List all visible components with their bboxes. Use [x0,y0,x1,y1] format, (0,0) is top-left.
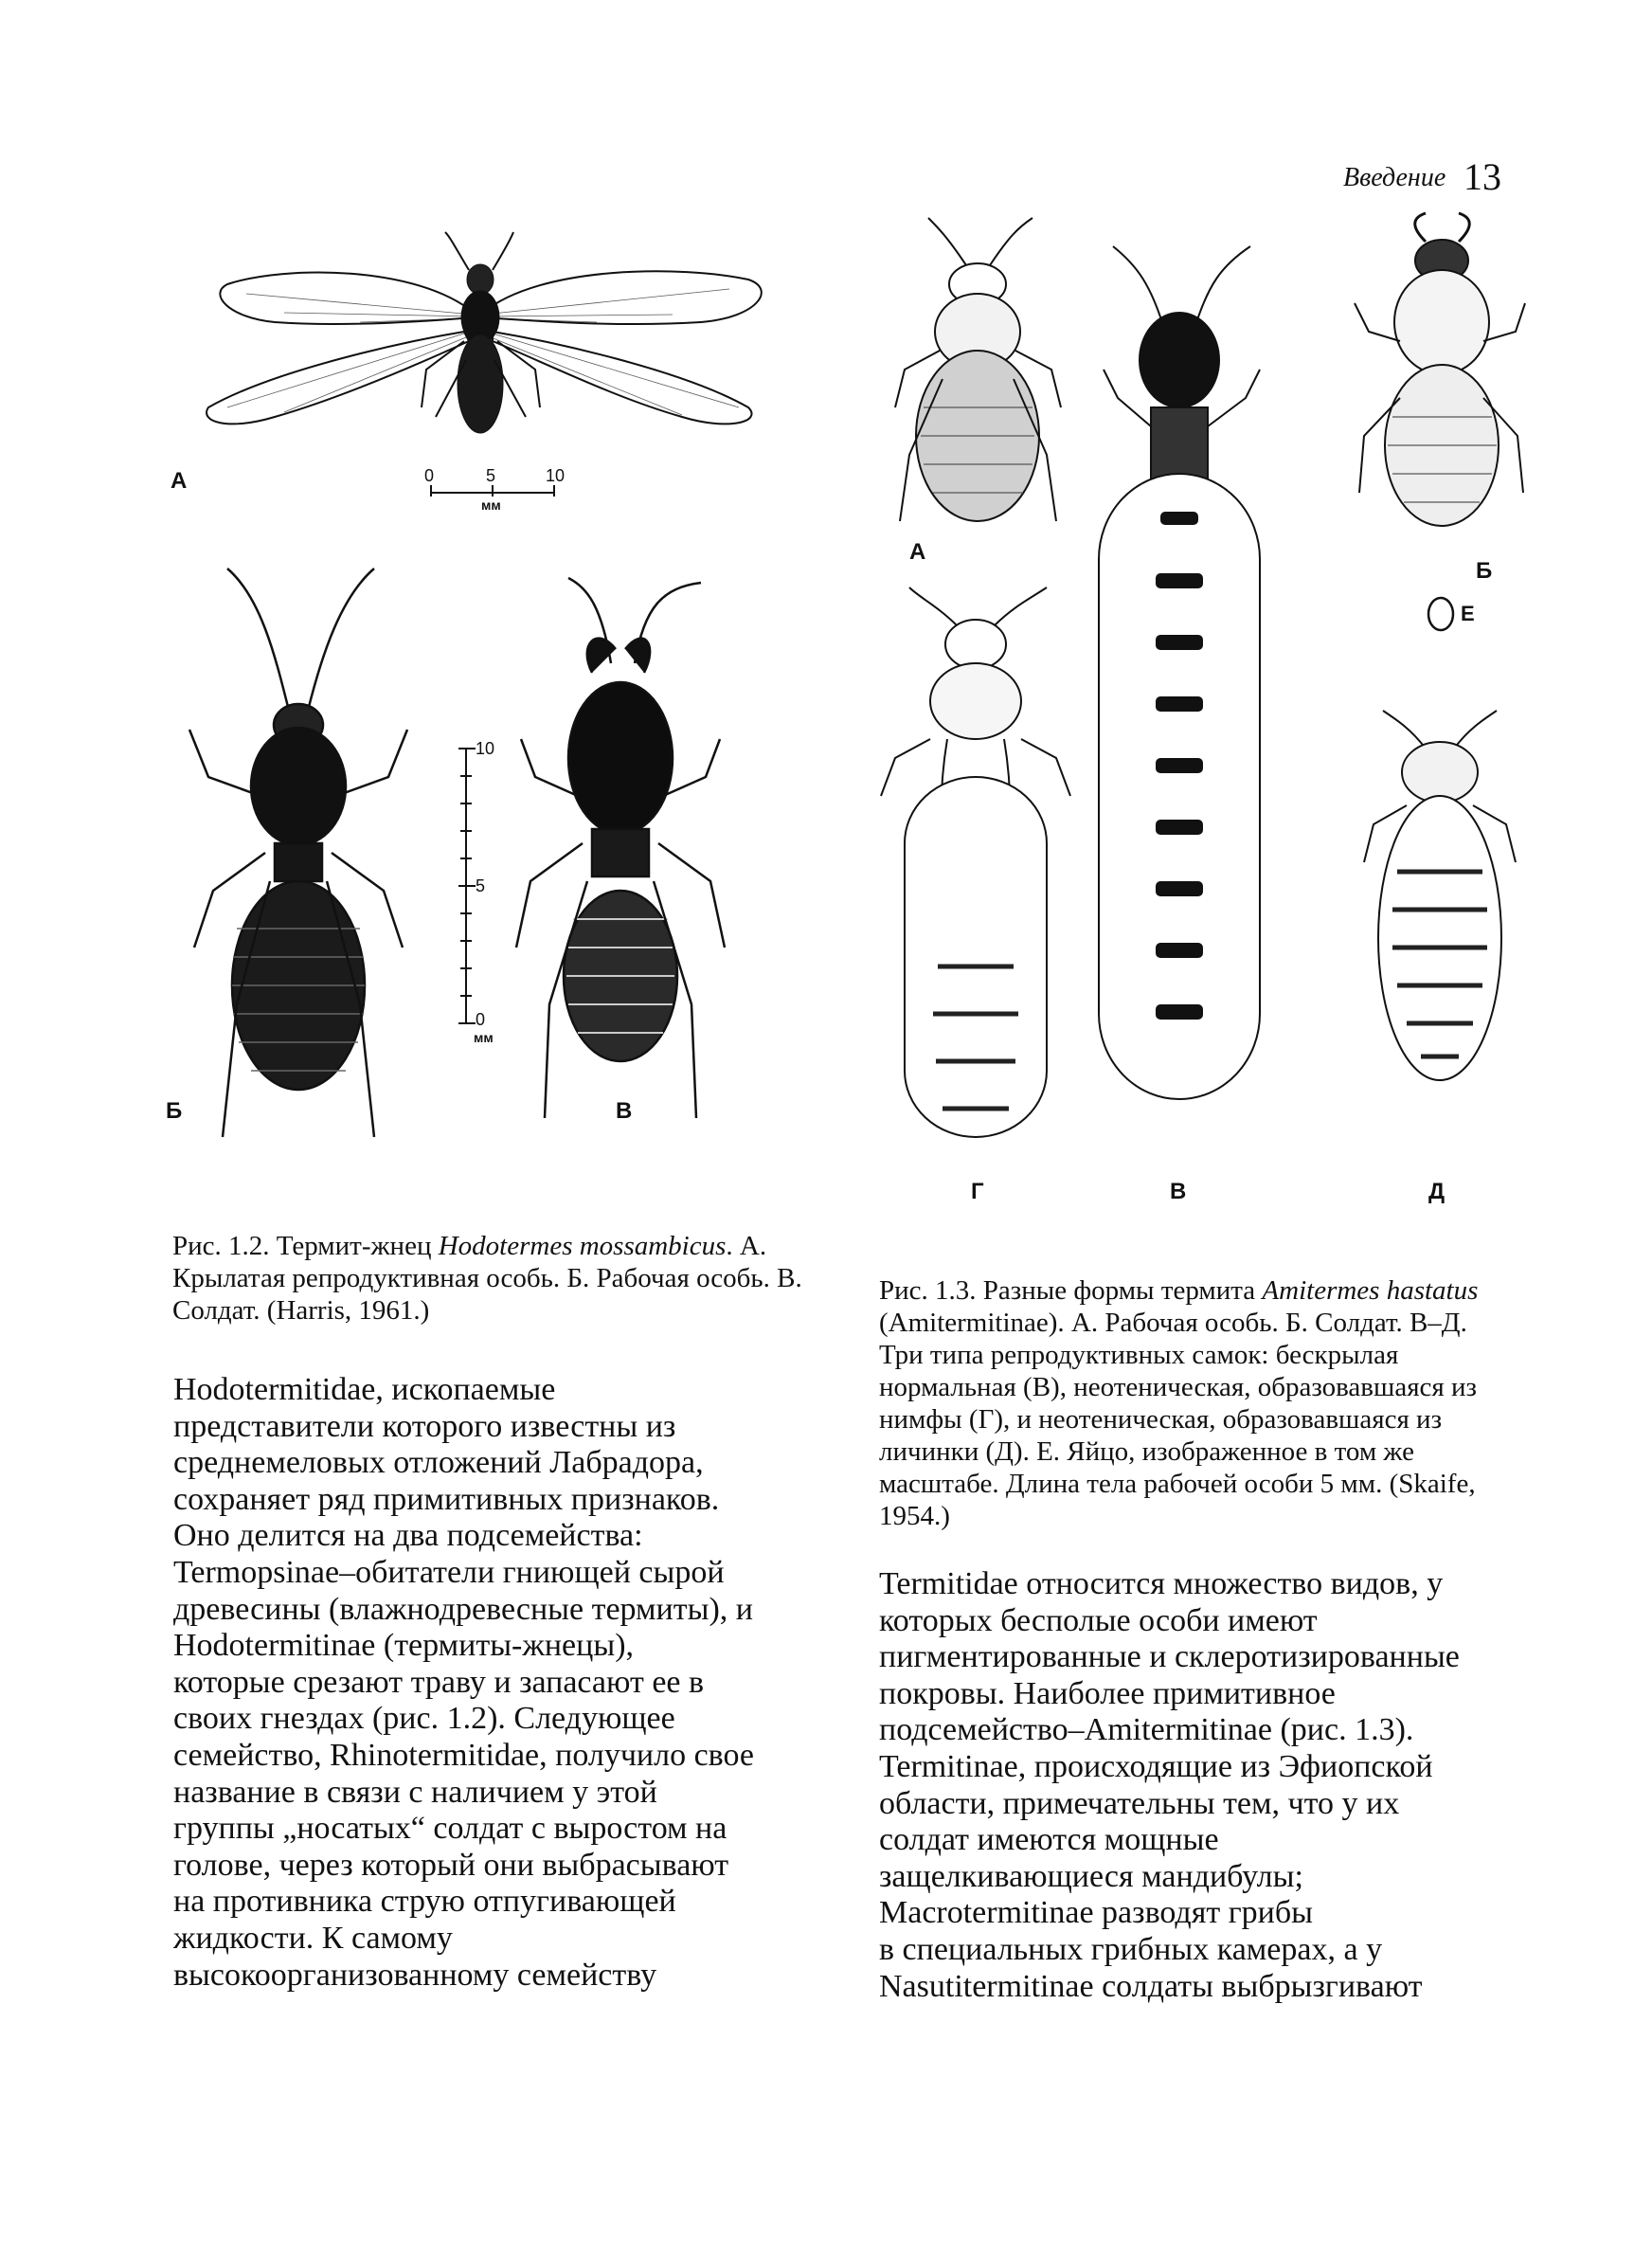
fig13-label-a: А [909,539,926,565]
figure-1-2-illustration [166,227,853,1194]
fig12-caption-prefix: Рис. 1.2. Термит-жнец [172,1231,439,1261]
right-column-text [879,1566,1542,2005]
right-line: в специальных грибных камерах, а у [879,1931,1383,1967]
fig12-caption-rest: . А. Крылатая репродуктивная особь. Б. Рабочая особь. В. Солдат. (Harris, 1961.) [172,1231,802,1326]
left-line: группы „носатых“ солдат с выростом на [173,1811,727,1847]
fig12-scale-bv-unit: мм [474,1030,494,1045]
right-line: пигментированные и склеротизированные [879,1639,1460,1675]
right-line: области, примечательны тем, что у их [879,1785,1400,1821]
left-line: название в связи с наличием у этой [173,1774,657,1810]
fig12-scale-bv [458,749,476,1023]
amitermes-worker-drawing [895,218,1061,521]
left-line: сохраняет ряд примитивных признаков. [173,1481,720,1517]
left-line: Termopsinae–обитатели гниющей сырой [173,1554,725,1590]
left-line: высокоорганизованному семейству [173,1957,657,1993]
right-line: покровы. Наиболее примитивное [879,1675,1336,1711]
fig12-scale-a [424,466,565,513]
figure-1-3-illustration [881,208,1525,1213]
right-line: Macrotermitinae разводят грибы [879,1895,1314,1931]
left-line: жидкости. К самому [173,1920,453,1956]
right-line: Termitidae относится множество видов, у [879,1566,1444,1601]
left-line: семейство, Rhinotermitidae, получило свое [173,1737,755,1773]
fig13-label-d: Д [1428,1179,1446,1204]
left-line: представители которого известны из [173,1408,676,1444]
fig13-label-b: Б [1476,558,1493,584]
left-line: которые срезают траву и запасают ее в [173,1664,705,1700]
fig12-scale-bv-tick-5: 5 [476,876,486,895]
right-line: которых бесполые особи имеют [879,1602,1318,1638]
larval-neotenic-drawing [1364,711,1516,1080]
fig12-caption-species: Hodotermes mossambicus [438,1231,727,1261]
left-line: Hodotermitinae (термиты-жнецы), [173,1628,635,1664]
fig12-scale-a-tick-0: 0 [424,466,435,485]
egg-drawing [1428,598,1453,630]
fig12-label-b: Б [166,1098,183,1124]
left-column-text [173,1372,855,1994]
soldier-drawing [516,578,725,1118]
left-line: голове, через который они выбрасывают [173,1847,729,1883]
amitermes-soldier-drawing [1355,213,1525,526]
winged-reproductive-drawing [206,232,762,433]
fig12-scale-a-tick-5: 5 [486,466,496,485]
right-line: солдат имеются мощные [879,1822,1219,1858]
left-line: Оно делится на два подсемейства: [173,1518,643,1554]
right-line: Nasutitermitinae солдаты выбрызгивают [879,1968,1423,2004]
fig12-scale-a-tick-10: 10 [546,466,566,485]
page-number: 13 [1463,155,1501,198]
left-line: древесины (влажнодревесные термиты), и [173,1591,753,1627]
fig12-scale-bv-tick-10: 10 [476,739,495,758]
right-line: подсемейство–Amitermitinae (рис. 1.3). [879,1712,1414,1748]
figure-1-2-caption [172,1230,854,1327]
left-line: среднемеловых отложений Лабрадора, [173,1445,704,1481]
nymphal-neotenic-drawing [881,587,1070,1137]
fig13-caption-prefix: Рис. 1.3. Разные формы термита [879,1275,1263,1306]
fig13-label-v: В [1170,1179,1187,1204]
right-line: защелкивающиеся мандибулы; [879,1858,1303,1894]
left-line: на противника струю отпугивающей [173,1884,676,1920]
worker-drawing [189,569,407,1137]
left-line: Hodotermitidae, ископаемые [173,1372,556,1407]
fig12-scale-bv-tick-0: 0 [476,1010,486,1029]
left-line: своих гнездах (рис. 1.2). Следующее [173,1701,675,1737]
queen-tergite-bands [1156,512,1203,1020]
figure-1-3 [881,208,1525,1213]
fig12-label-a: А [171,468,188,494]
fig13-label-e: Е [1461,602,1475,625]
right-line: Termitinae, происходящие из Эфиопской [879,1748,1433,1784]
queen-drawing [1099,246,1260,1099]
fig13-label-g: Г [971,1179,984,1204]
figure-1-3-caption [879,1274,1495,1532]
fig12-scale-a-unit: мм [481,497,501,513]
fig13-caption-species: Amitermes hastatus [1262,1275,1479,1306]
figure-1-2 [166,227,853,1194]
fig12-label-v: В [616,1098,633,1124]
fig13-caption-rest: (Amitermitinae). А. Рабочая особь. Б. Солдат. В–Д. Три типа репродуктивных самок: бескрылая нормальная (В), неотеническая, образовавшаяся из нимфы (Г), и неотеническая, образовавшаяся из личинки (Д). Е. Яйцо, изображенное в том же масштабе. Длина тела рабочей особи 5 мм. (Skaife, 1954.) [879,1308,1477,1531]
section-title: Введение [1343,163,1446,192]
